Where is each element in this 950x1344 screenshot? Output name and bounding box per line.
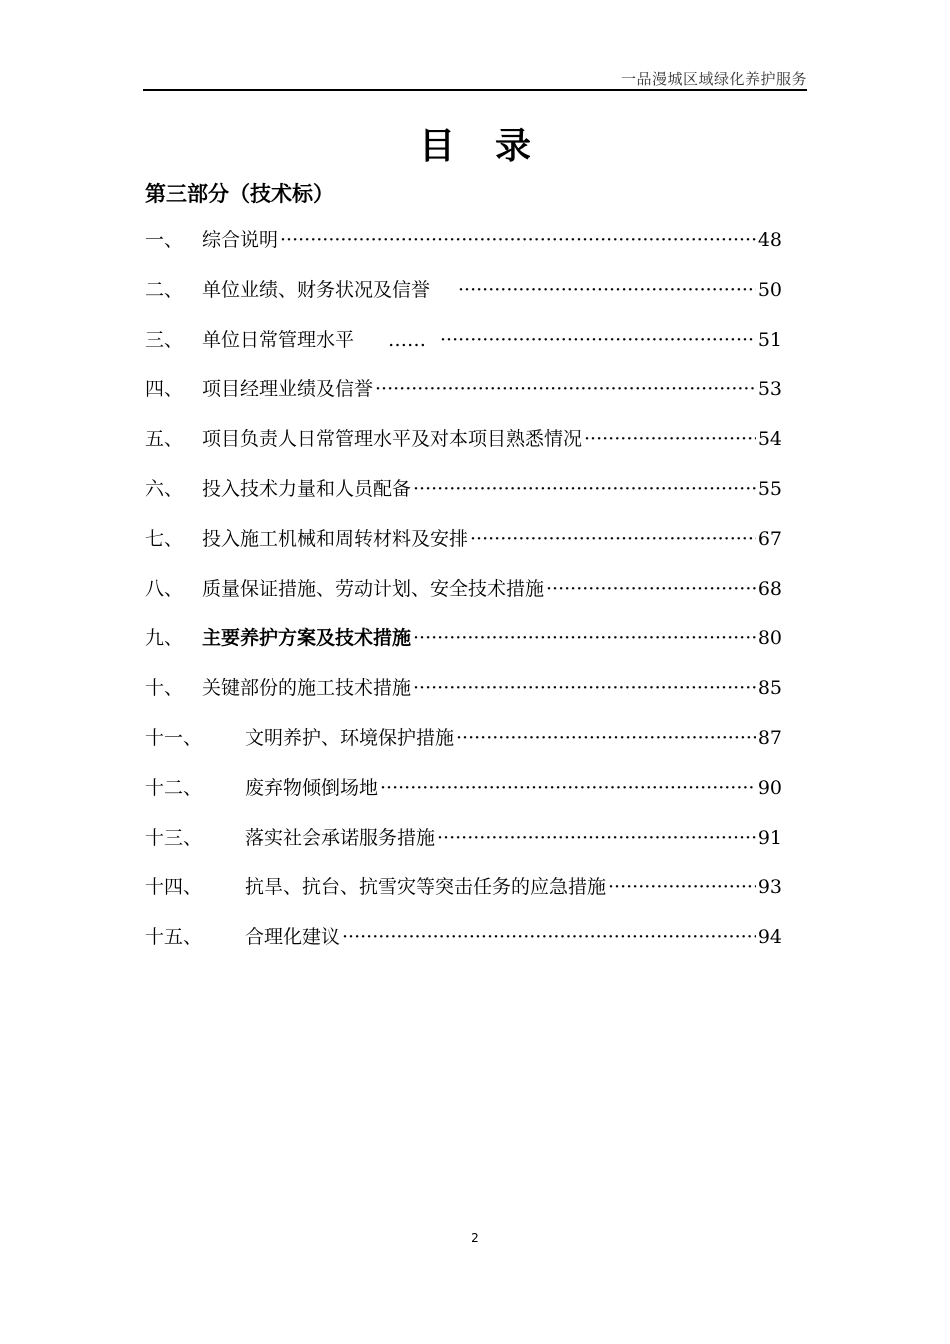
toc-entry-page: 68 xyxy=(757,577,782,600)
toc-entry-title: 合理化建议 xyxy=(245,926,341,949)
toc-leader-dots xyxy=(380,777,756,799)
toc-entry-number: 十二、 xyxy=(145,776,203,799)
toc-entry-12[interactable] xyxy=(145,773,782,823)
toc-entry-number: 二、 xyxy=(145,278,184,301)
toc-entry-15[interactable] xyxy=(145,922,782,972)
toc-entry-number: 十五、 xyxy=(145,926,203,949)
toc-entry-number: 十三、 xyxy=(145,826,203,849)
toc-entry-9[interactable] xyxy=(145,623,782,673)
toc-entry-number: 三、 xyxy=(145,328,184,351)
toc-entry-5[interactable] xyxy=(145,424,782,474)
toc-entry-title: 抗旱、抗台、抗雪灾等突击任务的应急措施 xyxy=(245,876,607,899)
toc-entry-title: 单位日常管理水平 xyxy=(202,328,355,351)
toc-entry-page: 54 xyxy=(757,428,782,451)
toc-entry-2[interactable] xyxy=(145,275,782,325)
toc-leader-dots xyxy=(413,627,756,649)
toc-leader-dots xyxy=(280,229,756,251)
toc-entry-7[interactable] xyxy=(145,524,782,574)
toc-leader-dots xyxy=(546,578,756,600)
toc-entry-page: 85 xyxy=(757,677,782,700)
toc-leader-dots xyxy=(458,279,756,301)
header-rule xyxy=(143,89,807,91)
toc-entry-title: 文明养护、环境保护措施 xyxy=(245,726,455,749)
toc-entry-number: 五、 xyxy=(145,428,184,451)
toc-entry-11[interactable] xyxy=(145,723,782,773)
toc-leader-dots xyxy=(608,876,756,898)
toc-entry-page: 93 xyxy=(757,876,782,899)
toc-entry-number: 十四、 xyxy=(145,876,203,899)
toc-entry-title: 投入施工机械和周转材料及安排 xyxy=(202,527,469,550)
toc-entry-number: 四、 xyxy=(145,378,184,401)
running-header: 一品漫城区域绿化养护服务 xyxy=(620,70,807,88)
table-of-contents xyxy=(145,225,782,972)
toc-entry-number: 一、 xyxy=(145,229,184,251)
toc-entry-title: 项目负责人日常管理水平及对本项目熟悉情况 xyxy=(202,428,583,451)
toc-entry-number: 六、 xyxy=(145,477,184,500)
toc-entry-number: 十一、 xyxy=(145,726,203,749)
toc-entry-8[interactable] xyxy=(145,574,782,624)
toc-entry-page: 55 xyxy=(757,477,782,500)
toc-leader-dots xyxy=(413,478,756,500)
toc-entry-page: 51 xyxy=(757,328,782,351)
toc-entry-13[interactable] xyxy=(145,823,782,873)
toc-entry-number: 九、 xyxy=(145,627,184,650)
page-number: 2 xyxy=(471,1231,479,1245)
toc-entry-title: 单位业绩、财务状况及信誉 xyxy=(202,278,431,301)
toc-leader-dots xyxy=(413,677,756,699)
toc-entry-title: 质量保证措施、劳动计划、安全技术措施 xyxy=(202,577,545,600)
toc-entry-page: 48 xyxy=(757,229,782,251)
toc-entry-title: 落实社会承诺服务措施 xyxy=(245,826,436,849)
toc-leader-dots xyxy=(440,329,756,351)
toc-entry-page: 67 xyxy=(757,527,782,550)
toc-entry-4[interactable] xyxy=(145,374,782,424)
toc-entry-extra-dots: …… xyxy=(388,328,427,351)
page-title: 目录 xyxy=(418,126,571,167)
toc-entry-1[interactable] xyxy=(145,225,782,275)
toc-leader-dots xyxy=(584,428,756,450)
toc-entry-number: 七、 xyxy=(145,527,184,550)
toc-entry-title: 废弃物倾倒场地 xyxy=(245,776,379,799)
toc-entry-14[interactable] xyxy=(145,872,782,922)
toc-entry-page: 94 xyxy=(757,926,782,949)
toc-entry-title: 综合说明 xyxy=(202,229,279,251)
toc-entry-number: 八、 xyxy=(145,577,184,600)
toc-entry-page: 87 xyxy=(757,726,782,749)
toc-leader-dots xyxy=(456,727,756,749)
toc-entry-title: 主要养护方案及技术措施 xyxy=(202,627,412,650)
toc-entry-page: 90 xyxy=(757,776,782,799)
toc-entry-page: 80 xyxy=(757,627,782,650)
toc-entry-3[interactable] xyxy=(145,325,782,375)
toc-entry-title: 项目经理业绩及信誉 xyxy=(202,378,374,401)
toc-entry-page: 91 xyxy=(757,826,782,849)
toc-entry-number: 十、 xyxy=(145,677,184,700)
toc-leader-dots xyxy=(342,926,756,948)
toc-leader-dots xyxy=(470,528,756,550)
toc-entry-page: 50 xyxy=(757,278,782,301)
toc-entry-title: 关键部份的施工技术措施 xyxy=(202,677,412,700)
toc-entry-title: 投入技术力量和人员配备 xyxy=(202,477,412,500)
section-heading: 第三部分（技术标） xyxy=(145,182,334,206)
toc-leader-dots xyxy=(375,378,756,400)
toc-entry-6[interactable] xyxy=(145,474,782,524)
toc-leader-dots xyxy=(437,827,756,849)
toc-entry-page: 53 xyxy=(757,378,782,401)
toc-entry-10[interactable] xyxy=(145,673,782,723)
